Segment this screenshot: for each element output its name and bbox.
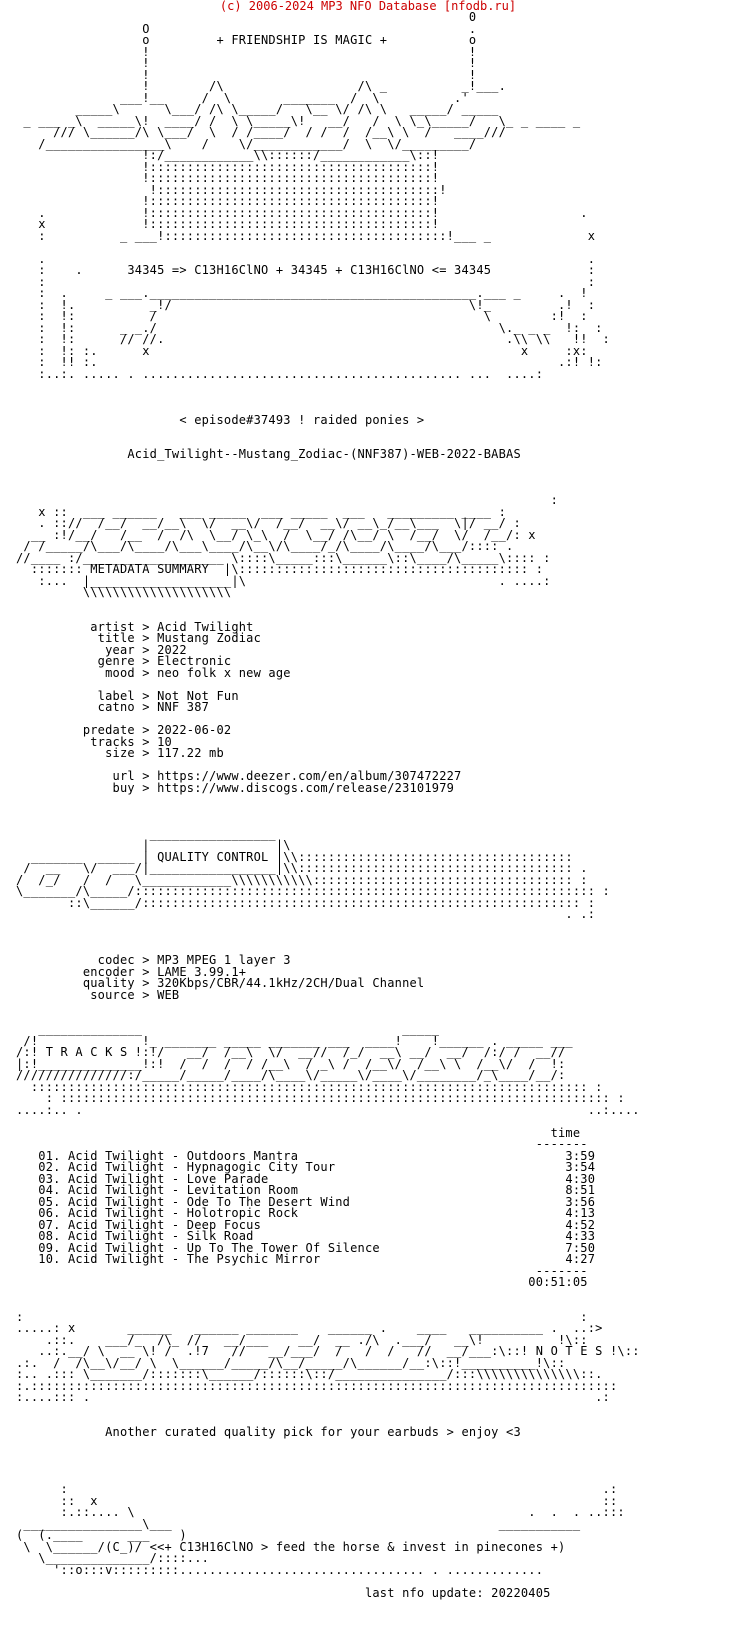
nfo-line: \_______/\_____/:::::::::::::::::::::::::::::::::::::::::::::::::::::::::::::: : — [16, 884, 610, 898]
nfo-line: ::::::: METADATA SUMMARY |\::::::::::::::::::::::::::::::::::::::: : — [30, 562, 544, 576]
nfo-line: source > WEB — [90, 987, 180, 1002]
nfo-line: year > 2022 — [105, 642, 187, 657]
nfo-line: label > Not Not Fun — [97, 688, 239, 703]
nfo-line: : . _ ___.____________________________________________.___ _ . ! — [38, 286, 588, 300]
nfo-line: < episode#37493 ! raided ponies > — [179, 412, 425, 427]
nfo-line: ! ! — [142, 44, 477, 59]
nfo-line: . !::::::::::::::::::::::::::::::::::::::! . — [38, 205, 588, 220]
nfo-line: ______________ _____ — [38, 1022, 440, 1036]
nfo-line: 06. Acid Twilight - Holotropic Rock 4:13 — [38, 1206, 596, 1220]
nfo-line: size > 117.22 mb — [105, 746, 224, 760]
nfo-line: : !! :. .:! !: — [38, 355, 603, 369]
nfo-line: o + FRIENDSHIP IS MAGIC + o — [142, 33, 477, 47]
nfo-line: \\\\\\\\\\\\\\\\\\\\ — [82, 585, 232, 599]
nfo-line: | |\ — [142, 838, 291, 852]
nfo-line: _________________ — [149, 826, 276, 841]
nfo-line: ! ! — [142, 67, 477, 82]
nfo-line: . .: — [565, 907, 596, 921]
nfo-line: !::::::::::::::::::::::::::::::::::::::! — [142, 194, 440, 208]
nfo-line: \______________/::::... — [38, 1551, 210, 1565]
nfodb-header: (c) 2006-2024 MP3 NFO Database [nfodb.ru] — [219, 0, 517, 13]
nfo-line: buy > https://www.discogs.com/release/23101979 — [112, 780, 455, 795]
nfo-line: / __ \/ ___/|_________________|\\::::::::::::::::::::::::::::::::::::: . — [23, 861, 588, 875]
nfo-line: quality > 320Kbps/CBR/44.1kHz/2CH/Dual Channel — [82, 976, 425, 990]
nfo-line: predate > 2022-06-02 — [82, 723, 232, 737]
nfo-line: : :::::::::::::::::::::::::::::::::::::::::::::::::::::::::::::::::::::::::: : — [45, 1091, 625, 1105]
nfo-line: : . 34345 => C13H16ClNO + 34345 + C13H16ClNO <= 34345 : — [38, 263, 596, 277]
nfo-line: ::\______/::::::::::::::::::::::::::::::::::::::::::::::::::::::::::: : — [67, 895, 596, 910]
nfo-line: ------- — [535, 1137, 588, 1151]
nfo-line: ________________\___ ___________ — [23, 1516, 581, 1531]
nfo-line: ///////////////:/_____/_____/____/\____\/_____\/____\/________/_\____/__/: — [16, 1068, 566, 1082]
nfo-line: '::o:::v:::::::::................................. . ............. — [53, 1562, 544, 1577]
nfo-line: / /_____/\___/\____/\___\____/\__\/\____/_/\____/\____/\___/:::: . — [23, 539, 514, 553]
nfo-line: 0 — [468, 10, 477, 24]
nfo-line: :.::.... \ . . . ..::: — [60, 1505, 625, 1519]
nfo-line: x :: ___ ______ ___ _____ ___ _____ ___ _________ ____ : — [38, 504, 507, 519]
nfo-line: x !::::::::::::::::::::::::::::::::::::::! — [38, 217, 440, 231]
nfo-line: Another curated quality pick for your earbuds > enjoy <3 — [105, 1424, 521, 1439]
nfo-line: . . — [38, 251, 596, 266]
nfo-line: \ \______/(C_)/ <<+ C13H16ClNO > feed the horse & invest in pinecones +) — [23, 1539, 566, 1554]
nfo-line: O . — [142, 21, 477, 36]
nfo-line: ! /\ /\ _ _!___. — [142, 79, 507, 93]
nfo-line: !:/____________\\::::::/____________\::! — [142, 148, 440, 162]
nfo-line: ....:.. . ..:.... — [16, 1102, 640, 1117]
nfo-line: url > https://www.deezer.com/en/album/307472227 — [112, 769, 462, 783]
nfo-line: : !. _!/ \!_ .! : — [38, 297, 596, 312]
nfo-line: .....: x ______ ______ _______ ______ . ____ __________ . ..:> — [16, 1321, 603, 1335]
nfo-line: /________________\ / \/____________/ \ \/_________/ — [38, 136, 477, 151]
nfo-line: / /_/ / / \____________\\\\\\\\\\\::::::::::::::::::::::::::::::::::: : — [16, 872, 588, 887]
nfo-line: :....::: . .: — [16, 1390, 610, 1404]
nfo-line: : : — [38, 274, 596, 289]
nfo-line: _______ _____ | QUALITY CONTROL |\\::::::::::::::::::::::::::::::::::::: — [30, 849, 573, 864]
nfo-line: 07. Acid Twilight - Deep Focus 4:52 — [38, 1217, 596, 1232]
nfo-line: ___!__ / \ _______ / \ .' — [119, 90, 469, 105]
nfo-line: ::::::::::::::::::::::::::::::::::::::::::::::::::::::::::::::::::::::::::: : — [30, 1079, 603, 1094]
nfo-line: :.. .::: \_______/:::::::\______/::::::\::/_______________/:::\\\\\\\\\\\\\\::. — [16, 1367, 603, 1381]
nfo-line: 09. Acid Twilight - Up To The Tower Of Silence 7:50 — [38, 1240, 596, 1255]
nfo-line: 05. Acid Twilight - Ode To The Desert Wind 3:56 — [38, 1194, 596, 1209]
nfo-line: !::::::::::::::::::::::::::::::::::::::! — [149, 182, 447, 197]
nfo-line: :: x :: — [60, 1493, 618, 1508]
nfo-line: _____\ \___/ /\ \_____/ \__ \/ /\ \ _____/ _____ — [75, 102, 499, 116]
nfo-line: codec > MP3 MPEG 1 layer 3 — [97, 953, 291, 967]
nfo-line: : : — [16, 1309, 588, 1324]
nfo-line: title > Mustang Zodiac — [97, 631, 262, 645]
nfo-line: //____ :/___________________ \::::\_____:::\______\::\____/\_____\:::: : — [16, 550, 551, 565]
nfo-line: :..:. ..... . ........................................... ... ....: — [38, 366, 544, 381]
nfo-line: tracks > 10 — [90, 734, 172, 749]
nfo-line: /// \______/\ \___/ \ / /____/ / / / /__\ \ / ____/// — [53, 125, 507, 139]
nfo-line: :.::::::::::::::::::::::::::::::::::::::::::::::::::::::::::::::::::::::::::::::: — [16, 1378, 618, 1393]
nfo-line: encoder > LAME 3.99.1+ — [82, 964, 247, 979]
nfo-line: : — [550, 493, 558, 507]
nfo-line: 00:51:05 — [528, 1275, 588, 1289]
nfo-line: 10. Acid Twilight - The Psychic Mirror 4:27 — [38, 1252, 596, 1266]
nfo-line: catno > NNF 387 — [97, 700, 210, 714]
nfo-line: /:! T R A C K S !:!/ __/ /__\ \/ __// /_/ __\ __/ __/ /:/ / __// — [16, 1045, 566, 1059]
nfo-line: artist > Acid Twilight — [90, 619, 254, 634]
nfo-line: genre > Electronic — [97, 654, 232, 668]
nfo-line: _ ___ _\ _____\! ____/ / \ \_____\! __/ / \ \_\_____/ \_ _ ____ _ — [23, 113, 581, 128]
nfo-line: : !: _ _./ \._ _ _ !: : — [38, 320, 603, 335]
nfo-line: : .: — [60, 1482, 618, 1496]
nfo-line: : !: :. x x :x: — [38, 343, 588, 358]
nfo-line: __ :!/__/ /__ / /\ \__/ \_\ / \__/ /\__/ \ /__/ \/ /__/: x — [30, 527, 536, 542]
nfo-line: :... |___________________|\ . ....: — [38, 573, 551, 588]
nfo-line: !::::::::::::::::::::::::::::::::::::::! — [142, 159, 440, 174]
nfo-line: 04. Acid Twilight - Levitation Room 8:51 — [38, 1183, 596, 1197]
nfo-line: .::. ___/_ /\_ // __/___ __/ __ ./\ .___/ __\! !\:: — [45, 1332, 588, 1347]
nfo-line: .:. / /\__\/__/ \ \______/_____/\__/_____/\______/__:\::!__________!\:: — [16, 1355, 566, 1370]
nfo-line: mood > neo folk x new age — [105, 665, 291, 680]
nfo-line: . ::// /__/ __/__\ \/ __\/ /__/ __\/ __\_/__\___ \|/ __/ : — [38, 516, 521, 530]
nfo-line: 01. Acid Twilight - Outdoors Mantra 3:59 — [38, 1148, 596, 1163]
nfo-line: ! ! — [142, 56, 477, 70]
nfo-line: 08. Acid Twilight - Silk Road 4:33 — [38, 1229, 596, 1243]
nfo-line: ( (.____ ___ ) — [16, 1528, 187, 1542]
nfo-line: /! !_ _______ _____ _______ ___ ____! !______ . _____ ___ — [23, 1033, 573, 1048]
nfo-line: |:!______________!:! / / / / /__\ / _\ / /__\/ /__\ \ /__\/ / !: — [16, 1056, 566, 1071]
nfo-line: 03. Acid Twilight - Love Parade 4:30 — [38, 1171, 596, 1186]
nfo-line: ..:.__/ \ __ \! / .!7 // __/___/ / / / // __/___:\::! N O T E S !\:: — [38, 1344, 640, 1358]
nfo-text — [0, 12, 736, 1599]
nfo-line: !::::::::::::::::::::::::::::::::::::::! — [142, 171, 440, 185]
nfo-line: : !: / \ :! : — [38, 309, 588, 323]
nfo-line: : _ ___!::::::::::::::::::::::::::::::::::::::!___ _ x — [38, 228, 596, 243]
nfo-line: time — [550, 1125, 581, 1140]
nfo-line: : !: // //. .\\ \\ !! : — [38, 332, 610, 346]
nfo-line: ------- — [535, 1263, 588, 1278]
nfo-line: Acid_Twilight--Mustang_Zodiac-(NNF387)-WEB-2022-BABAS — [127, 447, 521, 461]
nfo-line: last nfo update: 20220405 — [364, 1585, 551, 1600]
nfo-line: 02. Acid Twilight - Hypnagogic City Tour 3:54 — [38, 1160, 596, 1174]
